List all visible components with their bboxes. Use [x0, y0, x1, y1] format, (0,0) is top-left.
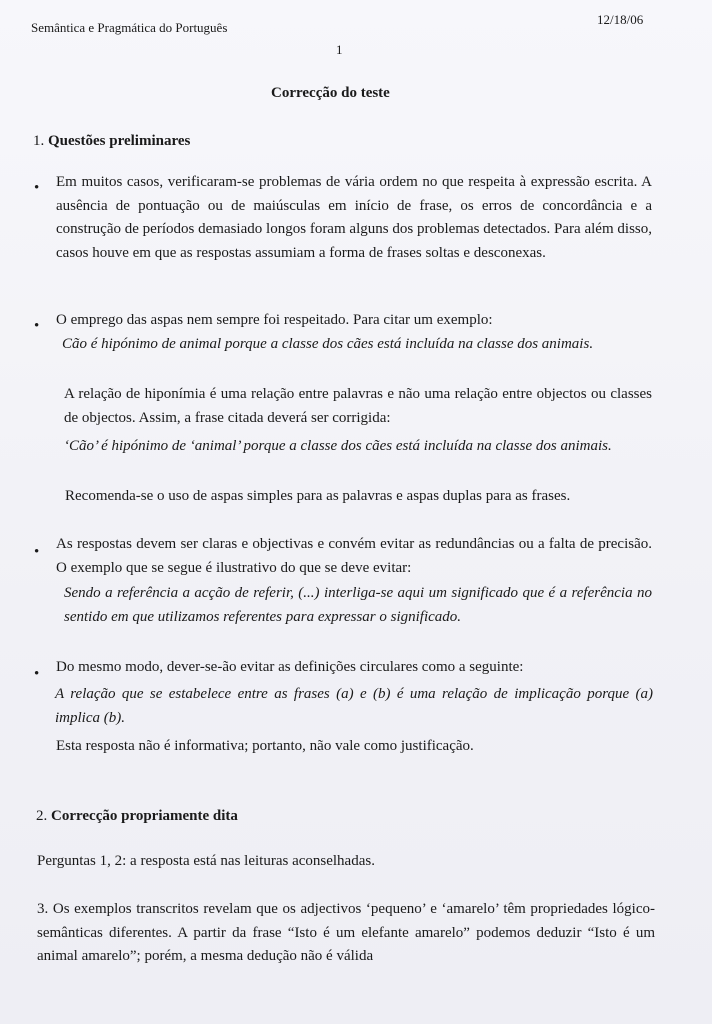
bullet-4-text: Do mesmo modo, dever-se-ão evitar as definições circulares como a seguinte:: [56, 659, 524, 675]
bullet-2-recommendation: Recomenda-se o uso de aspas simples para as palavras e aspas duplas para as frases.: [65, 488, 571, 504]
bullet-3-example: Sendo a referência a acção de referir, (...) interliga-se aqui um significado que é a referência no sentido em que utilizamos referentes para expressar o significado.: [64, 585, 652, 625]
bullet-icon: •: [34, 180, 40, 196]
bullet-icon: •: [34, 544, 40, 560]
bullet-2-example-2: ‘Cão’ é hipónimo de ‘animal’ porque a classe dos cães está incluída na classe dos animais.: [64, 438, 612, 454]
document-title: Correcção do teste: [271, 85, 390, 101]
section-1-heading: [33, 133, 190, 150]
section-2-paragraph-1: Perguntas 1, 2: a resposta está nas leituras aconselhadas.: [37, 853, 375, 869]
bullet-icon: •: [34, 318, 40, 334]
page-number: 1: [336, 42, 343, 57]
section-1-number: 1.: [33, 133, 45, 149]
section-1-title: Questões preliminares: [48, 133, 191, 149]
section-2-heading: [36, 808, 238, 825]
bullet-icon: •: [34, 666, 40, 682]
section-2-number: 2.: [36, 808, 48, 824]
bullet-2-text: O emprego das aspas nem sempre foi respeitado. Para citar um exemplo:: [56, 312, 493, 328]
bullet-1-text: Em muitos casos, verificaram-se problemas de vária ordem no que respeita à expressão escrita. A ausência de pontuação ou de maiúsculas em início de frase, os erros de concordância e a construção de períodos demasiado longos foram alguns dos problemas detectados. Para além disso, casos houve em que as respostas assumiam a forma de frases soltas e desconexas.: [56, 174, 652, 261]
bullet-2-explanation: A relação de hiponímia é uma relação entre palavras e não uma relação entre objectos ou classes de objectos. Assim, a frase citada deverá ser corrigida:: [64, 386, 652, 426]
bullet-2-example-1: Cão é hipónimo de animal porque a classe dos cães está incluída na classe dos animais.: [62, 336, 594, 352]
bullet-4-example: A relação que se estabelece entre as frases (a) e (b) é uma relação de implicação porque (a) implica (b).: [55, 686, 653, 726]
course-header: Semântica e Pragmática do Português: [31, 20, 228, 35]
bullet-3-text: As respostas devem ser claras e objectivas e convém evitar as redundâncias ou a falta de precisão. O exemplo que se segue é ilustrativo do que se deve evitar:: [56, 536, 652, 576]
bullet-4-comment: Esta resposta não é informativa; portanto, não vale como justificação.: [56, 738, 474, 754]
section-2-paragraph-2: 3. Os exemplos transcritos revelam que os adjectivos ‘pequeno’ e ‘amarelo’ têm propriedades lógico-semânticas diferentes. A partir da frase “Isto é um elefante amarelo” podemos deduzir “Isto é um animal amarelo”; porém, a mesma dedução não é válida: [37, 901, 655, 964]
date-header: 12/18/06: [597, 12, 644, 27]
section-2-title: Correcção propriamente dita: [51, 808, 238, 824]
